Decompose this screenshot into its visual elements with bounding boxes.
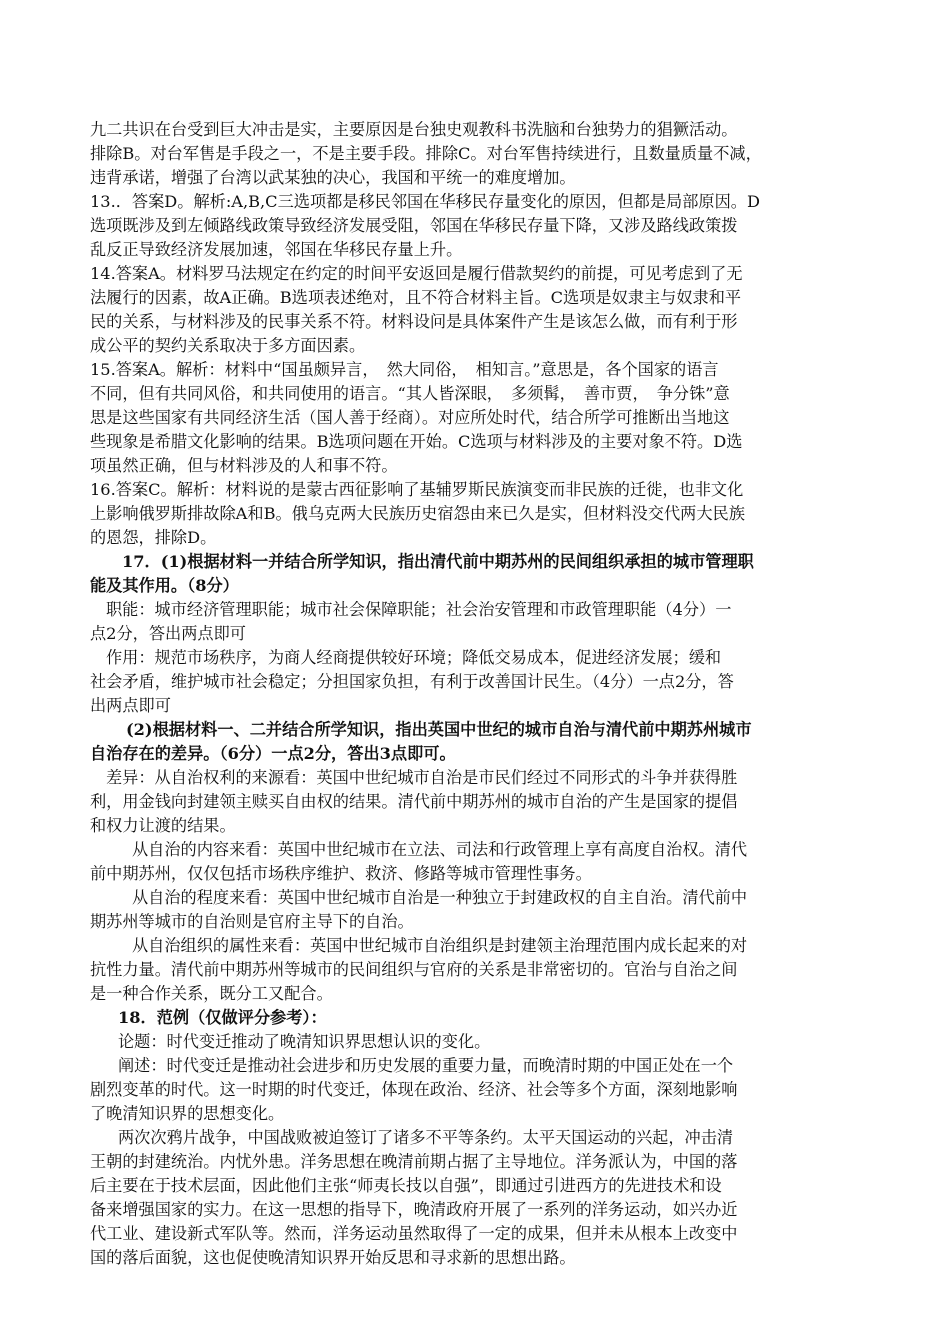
- section-heading-line: 17．(1)根据材料一并结合所学知识，指出清代前中期苏州的民间组织承担的城市管理职: [122, 552, 754, 571]
- text-line: 民的关系，与材料涉及的民事关系不符。材料设问是具体案件产生是该怎么做，而有利于形: [90, 312, 738, 331]
- text-line: 国的落后面貌，这也促使晚清知识界开始反思和寻求新的思想出路。: [90, 1248, 576, 1267]
- section-heading-line: 18．范例（仅做评分参考）：: [118, 1008, 327, 1027]
- text-line: 从自治的程度来看：英国中世纪城市自治是一种独立于封建政权的自主自治。清代前中: [132, 888, 748, 907]
- text-line: 出两点即可: [90, 696, 171, 715]
- text-line: 从自治组织的属性来看：英国中世纪城市自治组织是封建领主治理范围内成长起来的对: [132, 936, 748, 955]
- text-line: 职能：城市经济管理职能；城市社会保障职能；社会治安管理和市政管理职能（4分）一: [106, 600, 732, 619]
- text-line: 作用：规范市场秩序，为商人经商提供较好环境；降低交易成本，促进经济发展；缓和: [106, 648, 722, 667]
- text-line: 思是这些国家有共同经济生活（国人善于经商）。对应所处时代，结合所学可推断出当地这: [90, 408, 730, 427]
- text-line: 代工业、建设新式军队等。然而，洋务运动虽然取得了一定的成果，但并未从根本上改变中: [90, 1224, 738, 1243]
- text-line: 差异：从自治权利的来源看：英国中世纪城市自治是市民们经过不同形式的斗争并获得胜: [106, 768, 738, 787]
- text-line: 是一种合作关系，既分工又配合。: [90, 984, 333, 1003]
- text-line: 项虽然正确，但与材料涉及的人和事不符。: [90, 456, 398, 475]
- section-heading-line: 自治存在的差异。（6分）一点2分，答出3点即可。: [90, 744, 456, 763]
- text-line: 选项既涉及到左倾路线政策导致经济发展受阻，邻国在华移民存量下降，又涉及路线政策拨: [90, 216, 738, 235]
- section-heading-line: 能及其作用。（8分）: [90, 576, 239, 595]
- text-line: 乱反正导致经济发展加速，邻国在华移民存量上升。: [90, 240, 463, 259]
- text-line: 前中期苏州，仅仅包括市场秩序维护、救济、修路等城市管理性事务。: [90, 864, 592, 883]
- text-line: 13.．答案D。解析:A,B,C三选项都是移民邻国在华移民存量变化的原因，但都是局部原因。D: [90, 192, 760, 211]
- text-line: 两次次鸦片战争，中国战败被迫签订了诸多不平等条约。太平天国运动的兴起，冲击清: [118, 1128, 734, 1147]
- text-line: 抗性力量。清代前中期苏州等城市的民间组织与官府的关系是非常密切的。官治与自治之间: [90, 960, 738, 979]
- section-heading-line: (2)根据材料一、二并结合所学知识，指出英国中世纪的城市自治与清代前中期苏州城市: [126, 720, 752, 739]
- text-line: 期苏州等城市的自治则是官府主导下的自治。: [90, 912, 414, 931]
- text-line: 些现象是希腊文化影响的结果。B选项问题在开始。C选项与材料涉及的主要对象不符。D选: [90, 432, 743, 451]
- text-line: 成公平的契约关系取决于多方面因素。: [90, 336, 366, 355]
- text-line: 排除B。对台军售是手段之一，不是主要手段。排除C。对台军售持续进行，且数量质量不减，: [90, 144, 762, 163]
- text-line: 16.答案C。解析：材料说的是蒙古西征影响了基辅罗斯民族演变而非民族的迁徙，也非文化: [90, 480, 744, 499]
- text-line: 违背承诺，增强了台湾以武某独的决心，我国和平统一的难度增加。: [90, 168, 576, 187]
- text-line: 备来增强国家的实力。在这一思想的指导下，晚清政府开展了一系列的洋务运动，如兴办近: [90, 1200, 738, 1219]
- text-line: 王朝的封建统治。内忧外患。洋务思想在晚清前期占据了主导地位。洋务派认为，中国的落: [90, 1152, 738, 1171]
- text-line: 了晚清知识界的思想变化。: [90, 1104, 285, 1123]
- text-line: 从自治的内容来看：英国中世纪城市在立法、司法和行政管理上享有高度自治权。清代: [132, 840, 748, 859]
- text-line: 利，用金钱向封建领主赎买自由权的结果。清代前中期苏州的城市自治的产生是国家的提倡: [90, 792, 738, 811]
- text-line: 社会矛盾，维护城市社会稳定；分担国家负担，有利于改善国计民生。（4分）一点2分，答: [90, 672, 734, 691]
- text-line: 和权力让渡的结果。: [90, 816, 236, 835]
- text-line: 阐述：时代变迁是推动社会进步和历史发展的重要力量，而晚清时期的中国正处在一个: [118, 1056, 734, 1075]
- text-line: 14.答案A。材料罗马法规定在约定的时间平安返回是履行借款契约的前提，可见考虑到了无: [90, 264, 743, 283]
- text-line: 后主要在于技术层面，因此他们主张“师夷长技以自强”，即通过引进西方的先进技术和设: [90, 1176, 722, 1195]
- text-line: 法履行的因素，故A正确。B选项表述绝对，且不符合材料主旨。C选项是奴隶主与奴隶和平: [90, 288, 742, 307]
- text-line: 点2分，答出两点即可: [90, 624, 246, 643]
- text-line: 论题：时代变迁推动了晚清知识界思想认识的变化。: [118, 1032, 491, 1051]
- text-line: 剧烈变革的时代。这一时期的时代变迁，体现在政治、经济、社会等多个方面，深刻地影响: [90, 1080, 738, 1099]
- text-line: 15.答案A。解析：材料中“国虽颇异言， 然大同俗， 相知言。”意思是，各个国家的语言: [90, 360, 719, 379]
- text-line: 上影响俄罗斯排故除A和B。俄乌克两大民族历史宿怨由来已久是实，但材料没交代两大民族: [90, 504, 745, 523]
- text-line: 的恩怨，排除D。: [90, 528, 217, 547]
- text-line: 不同，但有共同风俗，和共同使用的语言。“其人皆深眼， 多须髯， 善市贾， 争分铢”意: [90, 384, 730, 403]
- text-line: 九二共识在台受到巨大冲击是实，主要原因是台独史观教科书洗脑和台独势力的猖獗活动。: [90, 120, 738, 139]
